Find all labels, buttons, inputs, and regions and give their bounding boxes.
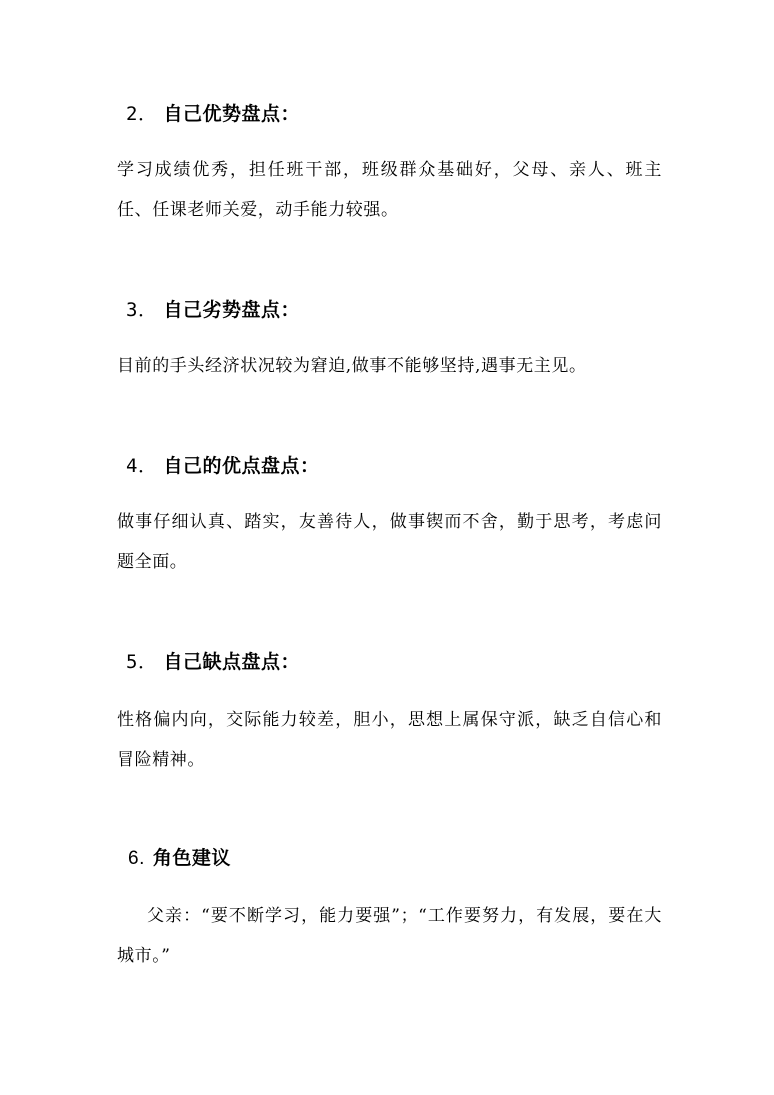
section-number: 2．	[126, 103, 158, 125]
section-body-merits: 做事仔细认真、踏实，友善待人，做事锲而不舍，勤于思考，考虑问题全面。	[117, 512, 662, 572]
section-number: 6.	[128, 848, 145, 869]
section-body-strengths: 学习成绩优秀，担任班干部，班级群众基础好，父母、亲人、班主任、任课老师关爱，动手能力较强。	[117, 160, 662, 220]
section-heading-weaknesses	[126, 297, 300, 323]
section-number: 5．	[126, 651, 158, 673]
section-title: 自己劣势盘点：	[163, 299, 300, 321]
section-body-role-advice: 父亲：“要不断学习，能力要强”；“工作要努力，有发展，要在大城市。”	[117, 906, 662, 966]
section-number: 4．	[126, 455, 158, 477]
section-title: 自己优势盘点：	[163, 103, 300, 125]
section-title: 自己缺点盘点：	[163, 651, 300, 673]
section-title: 角色建议	[152, 847, 231, 869]
section-body-weaknesses: 目前的手头经济状况较为窘迫,做事不能够坚持,遇事无主见。	[117, 356, 587, 376]
section-number: 3．	[126, 299, 158, 321]
section-body-shortcomings: 性格偏内向，交际能力较差，胆小，思想上属保守派，缺乏自信心和冒险精神。	[117, 710, 662, 770]
section-heading-role-advice	[128, 845, 231, 872]
section-title: 自己的优点盘点：	[163, 455, 320, 477]
section-heading-strengths	[126, 101, 300, 127]
section-heading-merits	[126, 453, 319, 479]
section-heading-shortcomings	[126, 649, 300, 675]
